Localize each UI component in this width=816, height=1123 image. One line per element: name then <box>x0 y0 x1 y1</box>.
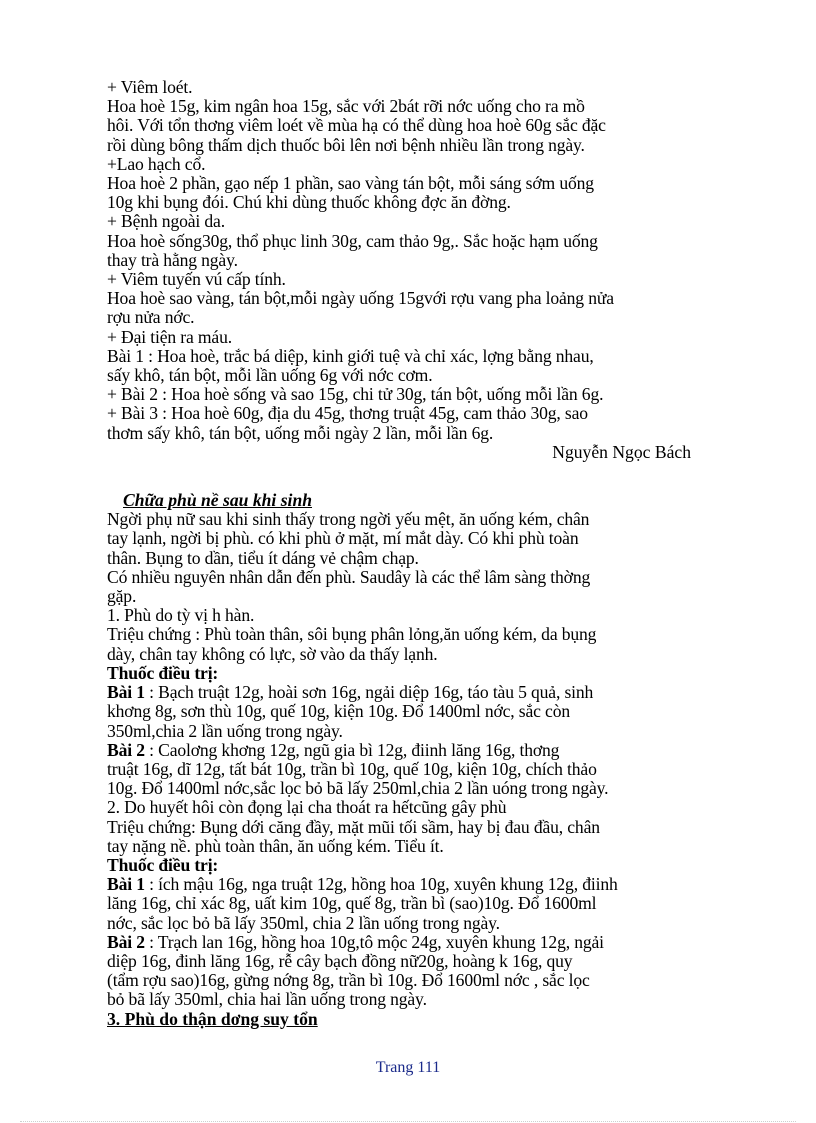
text-line: + Bệnh ngoài da. <box>107 211 225 232</box>
text-line: thơm sấy khô, tán bột, uống mỗi ngày 2 lần, mỗi lần 6g. <box>107 422 494 443</box>
recipe-text: : ích mậu 16g, nga truật 12g, hồng hoa 10g, xuyên khung 12g, điinh <box>144 874 618 895</box>
text-line: gặp. <box>107 586 137 607</box>
recipe-line <box>107 933 759 952</box>
text-line: 350ml,chia 2 lần uống trong ngày. <box>107 720 343 741</box>
page-number: Trang 111 <box>375 1059 441 1076</box>
text-line: Có nhiều nguyên nhân dẫn đến phù. Saudây là các thể lâm sàng thờng <box>107 566 591 587</box>
recipe-label: Bài 2 <box>107 739 145 760</box>
text-line: + Đại tiện ra máu. <box>107 326 232 347</box>
text-line: thân. Bụng to dần, tiểu ít dáng vẻ chậm chạp. <box>107 547 419 568</box>
text-line: 10g. Đổ 1400ml nớc,sắc lọc bỏ bã lấy 250ml,chia 2 lần uóng trong ngày. <box>107 778 609 799</box>
text-line: (tẩm rợu sao)16g, gừng nớng 8g, trần bì 10g. Đổ 1600ml nớc , sắc lọc <box>107 970 590 991</box>
section-title: Chữa phù nề sau khi sinh <box>123 490 313 511</box>
text-line: 1. Phù do tỳ vị h hàn. <box>107 605 255 626</box>
text-line: nớc, sắc lọc bỏ bã lấy 350ml, chia 2 lần uống trong ngày. <box>107 912 500 933</box>
text-line: tay nặng nề. phù toàn thân, ăn uống kém. Tiểu ít. <box>107 835 444 856</box>
text-line: Triệu chứng : Phù toàn thân, sôi bụng phân lỏng,ăn uống kém, da bụng <box>107 624 597 645</box>
text-line: khơng 8g, sơn thù 10g, quế 10g, kiện 10g. Đổ 1400ml nớc, sắc còn <box>107 701 570 722</box>
text-line: + Bài 3 : Hoa hoè 60g, địa du 45g, thơng truật 45g, cam thảo 30g, sao <box>107 403 588 424</box>
text-line: bỏ bã lấy 350ml, chia hai lần uống trong ngày. <box>107 989 427 1010</box>
recipe-text: : Bạch truật 12g, hoài sơn 16g, ngải diệp 16g, táo tàu 5 quả, sinh <box>144 682 594 703</box>
text-line: 2. Do huyết hôi còn đọng lại cha thoát ra hếtcũng gây phù <box>107 797 507 818</box>
text-line: sấy khô, tán bột, mỗi lần uống 6g với nớc cơm. <box>107 365 433 386</box>
text-line: +Lao hạch cổ. <box>107 153 206 174</box>
recipe-line <box>107 683 759 702</box>
text-line: tay lạnh, ngời bị phù. có khi phù ở mặt, mí mắt dày. Có khi phù toàn <box>107 528 579 549</box>
bottom-dotted-divider <box>20 1121 796 1122</box>
text-line: Hoa hoè sống30g, thổ phục linh 30g, cam thảo 9g,. Sắc hoặc hạm uống <box>107 230 598 251</box>
recipe-label: Bài 1 <box>107 874 145 895</box>
text-line: diệp 16g, đinh lăng 16g, rễ cây bạch đồng nữ20g, hoàng k 16g, quy <box>107 950 573 971</box>
treatment-heading: Thuốc điều trị: <box>107 854 219 875</box>
text-line: thay trà hằng ngày. <box>107 249 238 270</box>
part2-content <box>107 510 759 1028</box>
recipe-line <box>107 741 759 760</box>
text-line: Hoa hoè 2 phần, gạo nếp 1 phần, sao vàng tán bột, mỗi sáng sớm uống <box>107 173 594 194</box>
text-line: + Bài 2 : Hoa hoè sống và sao 15g, chi tử 30g, tán bột, uống mỗi lần 6g. <box>107 384 604 405</box>
text-line: hôi. Với tổn thơng viêm loét về mùa hạ có thể dùng hoa hoè 60g sắc đặc <box>107 115 606 136</box>
text-line: + Viêm tuyến vú cấp tính. <box>107 269 286 290</box>
recipe-label: Bài 1 <box>107 682 145 703</box>
text-line: Ngời phụ nữ sau khi sinh thấy trong ngời yếu mệt, ăn uống kém, chân <box>107 509 590 530</box>
treatment-heading: Thuốc điều trị: <box>107 662 219 683</box>
document-body <box>107 78 759 1029</box>
text-line: rồi dùng bông thấm dịch thuốc bôi lên nơi bệnh nhiều lần trong ngày. <box>107 134 585 155</box>
part1-remedies <box>107 78 759 462</box>
text-line: Hoa hoè sao vàng, tán bột,mỗi ngày uống 15gvới rợu vang pha loảng nửa <box>107 288 614 309</box>
text-line: lăng 16g, chỉ xác 8g, uất kim 10g, quế 8g, trần bì (sao)10g. Đổ 1600ml <box>107 893 597 914</box>
text-line: Hoa hoè 15g, kim ngân hoa 15g, sắc với 2bát rỡi nớc uống cho ra mồ <box>107 96 585 117</box>
subsection-heading: 3. Phù do thận dơng suy tổn <box>107 1008 318 1029</box>
text-line: 10g khi bụng đói. Chú khi dùng thuốc không đợc ăn đờng. <box>107 192 511 213</box>
text-line: truật 16g, dĩ 12g, tất bát 10g, trần bì 10g, quế 10g, kiện 10g, chích thảo <box>107 758 597 779</box>
recipe-label: Bài 2 <box>107 931 145 952</box>
text-line: rợu nửa nớc. <box>107 307 195 328</box>
text-line: Bài 1 : Hoa hoè, trắc bá diệp, kinh giới tuệ và chỉ xác, lợng bằng nhau, <box>107 345 594 366</box>
author-name: Nguyễn Ngọc Bách <box>552 441 691 462</box>
text-line: dày, chân tay không có lực, sờ vào da thấy lạnh. <box>107 643 438 664</box>
text-line: Triệu chứng: Bụng dới căng đầy, mặt mũi tối sầm, hay bị đau đầu, chân <box>107 816 600 837</box>
recipe-text: : Trạch lan 16g, hồng hoa 10g,tô mộc 24g, xuyên khung 12g, ngải <box>144 931 604 952</box>
text-line: + Viêm loét. <box>107 77 193 97</box>
recipe-line <box>107 875 759 894</box>
recipe-text: : Caolơng khơng 12g, ngũ gia bì 12g, điinh lăng 16g, thơng <box>144 739 560 760</box>
